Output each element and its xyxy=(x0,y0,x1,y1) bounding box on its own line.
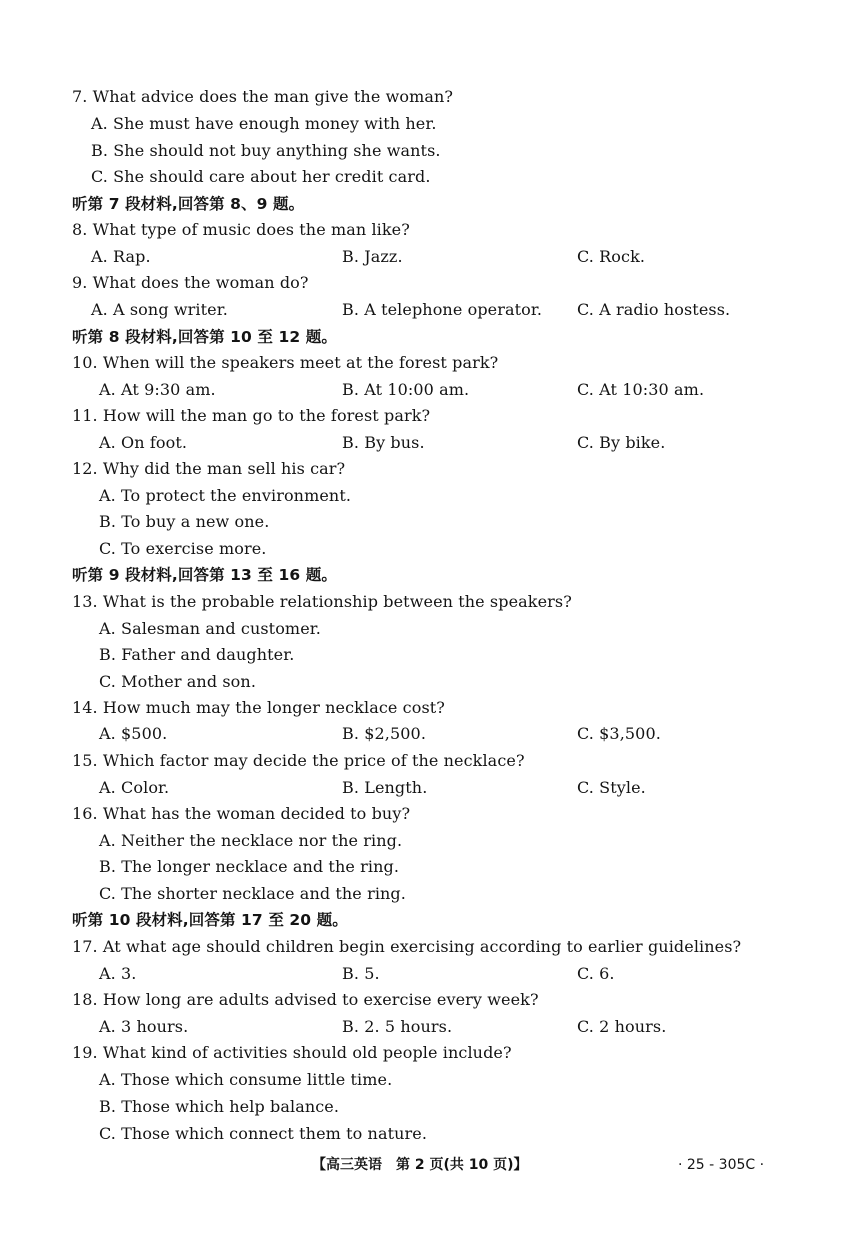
answer-option: B. To buy a new one. xyxy=(99,512,270,531)
answer-option: A. A song writer. xyxy=(91,300,228,319)
answer-option: A. Neither the necklace nor the ring. xyxy=(99,831,403,850)
answer-option: C. By bike. xyxy=(577,433,666,452)
question-stem: 14. How much may the longer necklace cost? xyxy=(72,698,445,717)
section-instruction: 听第 9 段材料,回答第 13 至 16 题。 xyxy=(72,566,337,584)
answer-option: B. Father and daughter. xyxy=(99,645,295,664)
answer-option: B. She should not buy anything she wants. xyxy=(91,141,441,160)
answer-option: C. 6. xyxy=(577,964,615,983)
answer-option: A. She must have enough money with her. xyxy=(91,114,437,133)
answer-option: B. Jazz. xyxy=(342,247,403,266)
answer-option: B. $2,500. xyxy=(342,724,426,743)
question-stem: 10. When will the speakers meet at the forest park? xyxy=(72,353,499,372)
answer-option: A. $500. xyxy=(99,724,168,743)
answer-option: C. Those which connect them to nature. xyxy=(99,1124,428,1143)
answer-option: B. At 10:00 am. xyxy=(342,380,470,399)
answer-option: B. The longer necklace and the ring. xyxy=(99,857,400,876)
answer-option: A. Rap. xyxy=(91,247,151,266)
page-footer-code: · 25 - 305C · xyxy=(678,1157,765,1173)
answer-option: B. By bus. xyxy=(342,433,425,452)
answer-option: A. 3. xyxy=(99,964,137,983)
question-stem: 15. Which factor may decide the price of the necklace? xyxy=(72,751,525,770)
answer-option: A. 3 hours. xyxy=(99,1017,189,1036)
answer-option: B. Those which help balance. xyxy=(99,1097,340,1116)
answer-option: C. She should care about her credit card. xyxy=(91,167,431,186)
question-stem: 12. Why did the man sell his car? xyxy=(72,459,346,478)
page-footer-title: 【高三英语 第 2 页(共 10 页)】 xyxy=(312,1157,528,1173)
answer-option: B. 5. xyxy=(342,964,380,983)
question-stem: 11. How will the man go to the forest park? xyxy=(72,406,431,425)
question-stem: 9. What does the woman do? xyxy=(72,273,309,292)
answer-option: C. To exercise more. xyxy=(99,539,267,558)
question-stem: 8. What type of music does the man like? xyxy=(72,220,410,239)
answer-option: C. The shorter necklace and the ring. xyxy=(99,884,406,903)
question-stem: 16. What has the woman decided to buy? xyxy=(72,804,411,823)
answer-option: A. Color. xyxy=(99,778,170,797)
answer-option: B. Length. xyxy=(342,778,428,797)
answer-option: C. Mother and son. xyxy=(99,672,257,691)
section-instruction: 听第 7 段材料,回答第 8、9 题。 xyxy=(72,195,305,213)
answer-option: A. On foot. xyxy=(99,433,188,452)
answer-option: C. 2 hours. xyxy=(577,1017,667,1036)
answer-option: A. Those which consume little time. xyxy=(99,1070,393,1089)
answer-option: C. A radio hostess. xyxy=(577,300,731,319)
answer-option: C. $3,500. xyxy=(577,724,661,743)
answer-option: A. At 9:30 am. xyxy=(99,380,216,399)
question-stem: 7. What advice does the man give the woman? xyxy=(72,87,454,106)
answer-option: A. To protect the environment. xyxy=(99,486,352,505)
answer-option: C. Rock. xyxy=(577,247,646,266)
answer-option: A. Salesman and customer. xyxy=(99,619,321,638)
answer-option: C. Style. xyxy=(577,778,646,797)
question-stem: 19. What kind of activities should old people include? xyxy=(72,1043,512,1062)
answer-option: C. At 10:30 am. xyxy=(577,380,705,399)
question-stem: 18. How long are adults advised to exercise every week? xyxy=(72,990,539,1009)
section-instruction: 听第 8 段材料,回答第 10 至 12 题。 xyxy=(72,328,337,346)
answer-option: B. 2. 5 hours. xyxy=(342,1017,453,1036)
question-stem: 13. What is the probable relationship between the speakers? xyxy=(72,592,572,611)
answer-option: B. A telephone operator. xyxy=(342,300,543,319)
section-instruction: 听第 10 段材料,回答第 17 至 20 题。 xyxy=(72,911,348,929)
question-stem: 17. At what age should children begin exercising according to earlier guidelines? xyxy=(72,937,742,956)
